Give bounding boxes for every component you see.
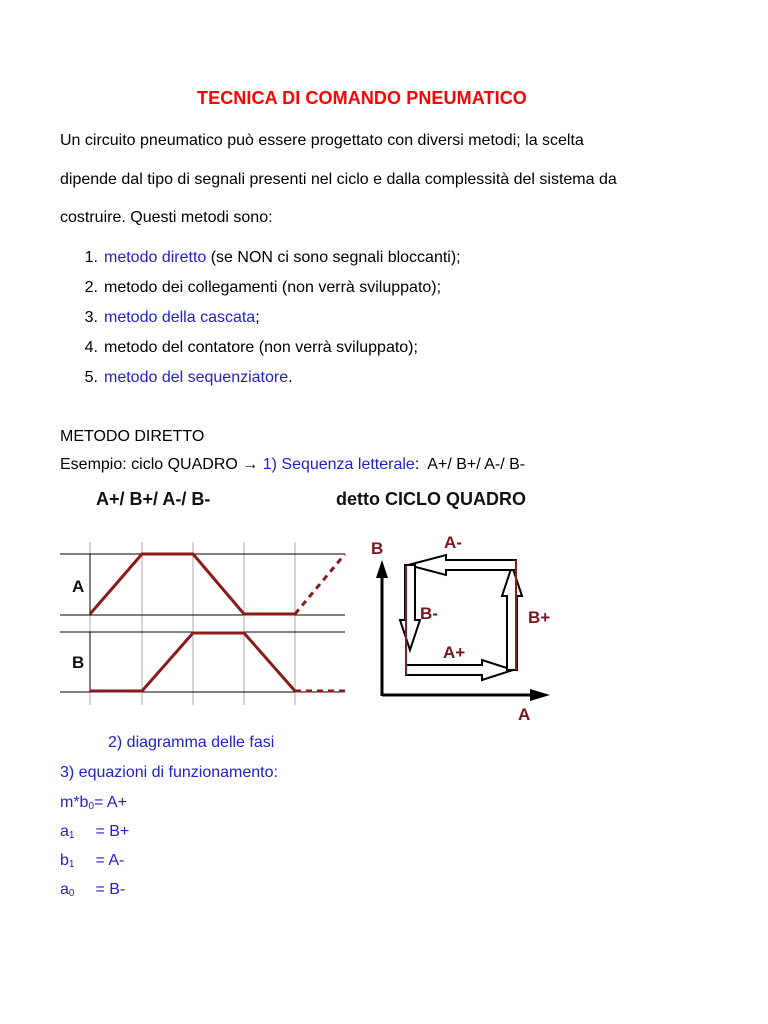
- figure-cycle-label: [336, 489, 526, 510]
- list-item: [74, 369, 293, 387]
- list-item: [74, 309, 260, 327]
- step-1-label: 1) Sequenza letterale: [262, 456, 415, 473]
- section-heading: METODO DIRETTO: [60, 428, 205, 445]
- equation-row: [60, 852, 124, 870]
- method-name: metodo della cascata: [104, 309, 256, 326]
- equation-lhs: a: [60, 823, 69, 840]
- equation-lhs: a: [60, 881, 69, 898]
- equation-rhs: = B-: [95, 881, 126, 898]
- equation-rhs: = A-: [95, 852, 125, 869]
- move-label-a-minus: A-: [444, 533, 462, 552]
- method-note: (se NON ci sono segnali bloccanti);: [206, 249, 461, 266]
- equation-subscript: 0: [68, 888, 75, 899]
- method-note: ;: [255, 309, 260, 326]
- list-item: [74, 249, 461, 267]
- arrow-b-plus-icon: [502, 566, 522, 670]
- figure-sequence-label: A+/ B+/ A-/ B-: [96, 489, 211, 509]
- phase-row-borders: [60, 554, 345, 692]
- move-label-a-plus: A+: [443, 643, 466, 662]
- list-number: 1.: [84, 249, 98, 266]
- equation-lhs: b: [60, 852, 69, 869]
- list-item: [74, 279, 441, 297]
- equation-rhs: = A+: [94, 794, 127, 811]
- x-axis-arrow-icon: [530, 689, 550, 701]
- y-axis-arrow-icon: [376, 560, 388, 578]
- phase-diagram: [60, 540, 350, 710]
- example-line: [60, 456, 525, 474]
- intro-line-1: Un circuito pneumatico può essere progettato con diversi metodi; la scelta: [60, 132, 584, 149]
- method-name: metodo diretto: [104, 249, 207, 266]
- method-name: metodo dei collegamenti (non verrà sviluppato);: [104, 279, 442, 296]
- equation-subscript: 1: [68, 859, 75, 870]
- trace-a-continuation: [295, 554, 345, 614]
- page-title: TECNICA DI COMANDO PNEUMATICO: [197, 88, 527, 108]
- equation-rhs: = B+: [95, 823, 130, 840]
- equation-row: [60, 823, 129, 841]
- intro-line-3: costruire. Questi metodi sono:: [60, 209, 273, 226]
- method-note: .: [288, 369, 293, 386]
- move-label-b-minus: B-: [420, 604, 438, 623]
- equation-row: [60, 881, 125, 899]
- y-axis-label: B: [371, 539, 384, 558]
- cycle-prefix: detto: [336, 489, 385, 509]
- equation-subscript: 1: [68, 830, 75, 841]
- cycle-name: CICLO QUADRO: [385, 489, 526, 509]
- equation-subscript: 0: [88, 801, 95, 812]
- intro-line-2: dipende dal tipo di segnali presenti nel ciclo e dalla complessità del sistema da: [60, 171, 617, 188]
- method-name: metodo del contatore (non verrà sviluppato);: [104, 339, 418, 356]
- phase-grid: [90, 542, 295, 705]
- step-3-label: 3) equazioni di funzionamento:: [60, 764, 278, 781]
- method-name: metodo del sequenziatore: [104, 369, 289, 386]
- example-prefix: Esempio: ciclo QUADRO: [60, 456, 243, 473]
- list-number: 2.: [84, 279, 98, 296]
- list-item: [74, 339, 418, 357]
- list-number: 5.: [84, 369, 98, 386]
- equation-lhs: m*b: [60, 794, 89, 811]
- square-cycle-diagram: [366, 528, 556, 724]
- list-number: 4.: [84, 339, 98, 356]
- arrow-a-minus-icon: [408, 555, 516, 575]
- row-label-b: B: [72, 653, 85, 672]
- equation-row: [60, 794, 127, 812]
- step-1-colon: :: [414, 456, 420, 473]
- step-2-label: 2) diagramma delle fasi: [108, 734, 275, 751]
- sequence-text: A+/ B+/ A-/ B-: [427, 456, 526, 473]
- arrow-b-minus-icon: [400, 565, 420, 650]
- x-axis-label: A: [518, 705, 531, 724]
- move-label-b-plus: B+: [528, 608, 551, 627]
- arrow-icon: →: [242, 456, 259, 473]
- arrow-a-plus-icon: [406, 660, 513, 680]
- row-label-a: A: [72, 577, 85, 596]
- list-number: 3.: [84, 309, 98, 326]
